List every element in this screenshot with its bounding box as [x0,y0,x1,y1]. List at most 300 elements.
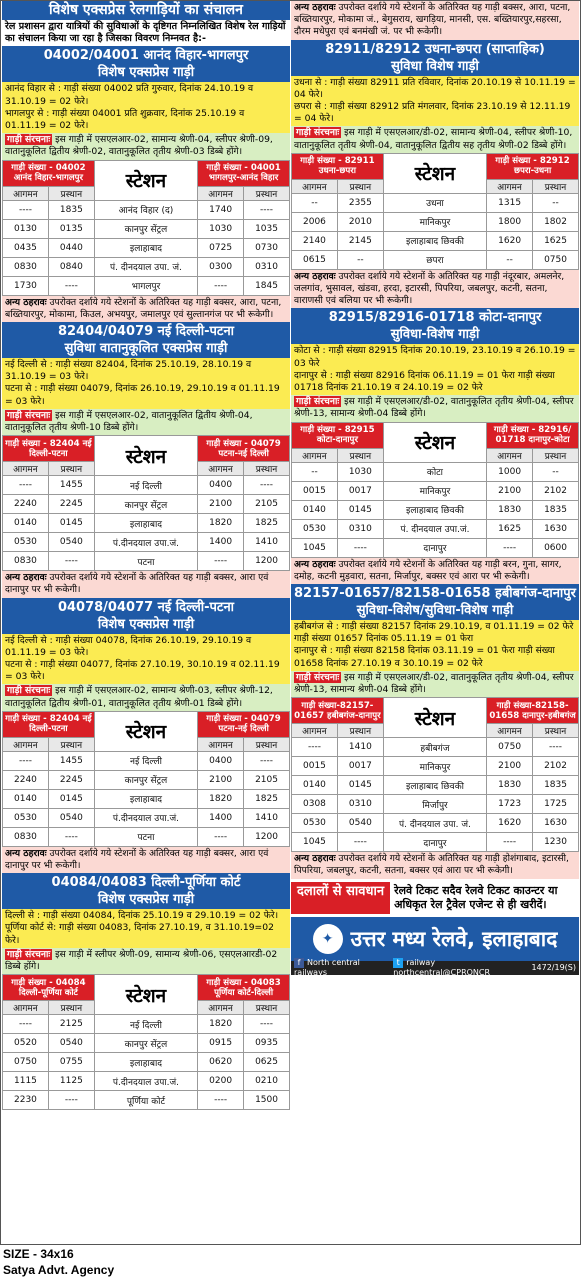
aagaman-head: आगमन [487,448,533,462]
schedule-block [2,358,290,409]
train-section-t6 [291,308,579,584]
left-direction-head: गाड़ी संख्या - 82915 कोटा-दानापुर [292,422,384,448]
timetable-row [3,827,290,846]
timetable-row [292,500,579,519]
schedule-line: नई दिल्ली से : गाड़ी संख्या 04078, दिनांक 26.10.19, 29.10.19 व 01.11.19 = 03 फेरे। [5,634,252,658]
schedule-line: नई दिल्ली से : गाड़ी संख्या 82404, दिनांक 25.10.19, 28.10.19 व 31.10.19 = 03 फेरे। [5,359,252,383]
left-direction-head: गाड़ी संख्या - 82404 नई दिल्ली-पटना [3,711,95,737]
time-cell: 0017 [337,481,383,500]
other-stops [291,558,579,584]
train-subtitle: सुविधा-विशेष/सुविधा-विशेष गाड़ी [356,603,514,619]
timetable-row [292,833,579,852]
composition-block [2,133,290,159]
twitter-icon: t [393,958,403,968]
composition-tag: गाड़ी संरचनाः [7,948,51,960]
time-cell: 0750 [487,738,533,757]
time-cell: -- [487,250,533,269]
station-name: पटना [94,552,197,571]
train-section-t4 [2,873,290,1110]
time-cell: ---- [337,833,383,852]
time-cell: 0200 [198,1072,244,1091]
station-name: नई दिल्ली [94,751,197,770]
composition-block [291,126,579,152]
time-cell: ---- [48,276,94,295]
time-cell: 0140 [3,789,49,808]
time-cell: 0310 [244,257,290,276]
composition-block [2,948,290,974]
right-direction-head: गाड़ी संख्या - 04079 पटना-नई दिल्ली [198,711,290,737]
time-cell: 2140 [292,231,338,250]
time-cell: 2105 [244,495,290,514]
prasthan-head: प्रस्थान [244,737,290,751]
timetable-row [3,770,290,789]
time-cell: 1825 [244,789,290,808]
time-cell: 0400 [198,476,244,495]
time-cell: 1845 [244,276,290,295]
prasthan-head: प्रस्थान [48,737,94,751]
timetable-row [292,814,579,833]
size-label: SIZE - 34x16 [3,1247,74,1261]
timetable-row [3,1091,290,1110]
other-stops-text: उपरोक्त दर्शाये गये स्टेशनों के अतिरिक्त यह गाड़ी बक्सर, आरा एवं दानापुर पर भी रूकेगी। [5,572,269,596]
timetable [2,435,290,571]
station-name: पं.दीनदयाल उपा.जं. [94,808,197,827]
composition-tag: गाड़ी संरचनाः [7,685,51,697]
time-cell: 0540 [48,533,94,552]
time-cell: ---- [337,538,383,557]
time-cell: 1500 [244,1091,290,1110]
time-cell: 0600 [533,538,579,557]
station-name: इलाहाबाद [94,789,197,808]
time-cell: 1455 [48,751,94,770]
time-cell: 0310 [337,795,383,814]
composition-block [2,409,290,435]
time-cell: 0830 [3,552,49,571]
timetable [2,974,290,1110]
schedule-line: हबीबगंज से : गाड़ी संख्या 82157 दिनांक 29.10.19, व 01.11.19 = 02 फेरे [294,621,574,633]
timetable-row [292,757,579,776]
time-cell: 0310 [337,519,383,538]
station-name: दानापुर [383,833,486,852]
time-cell: 0755 [48,1053,94,1072]
train-title: 04078/04077 नई दिल्ली-पटना [57,599,235,615]
time-cell: ---- [3,1015,49,1034]
time-cell: 0530 [292,519,338,538]
station-name: नई दिल्ली [94,476,197,495]
ad-code: 1472/19(S) [531,963,576,973]
station-head: स्टेशन [94,436,197,476]
timetable-row [3,1015,290,1034]
station-head: स्टेशन [94,711,197,751]
aagaman-head: आगमन [3,1001,49,1015]
composition-tag: गाड़ी संरचनाः [7,409,51,421]
composition-tag: गाड़ी संरचनाः [296,127,340,139]
left-direction-head: गाड़ी संख्या - 04002 आनंद विहार-भागलपुर [3,160,95,186]
time-cell: ---- [48,827,94,846]
time-cell: 2100 [198,495,244,514]
prasthan-head: प्रस्थान [48,1001,94,1015]
other-stops-text: उपरोक्त दर्शाये गये स्टेशनों के अतिरिक्त यह गाड़ी होशंगाबाद, इटारसी, पिपरिया, जबलपुर, कटनी, सतना, बक्सर एवं आरा पर भी रूकेगी। [294,853,569,877]
station-name: कानपुर सेंट्रल [94,495,197,514]
schedule-line: पटना से : गाड़ी संख्या 04077, दिनांक 27.10.19, 30.10.19 व 02.11.19 = 03 फेरे। [5,659,280,683]
time-cell: 1835 [533,500,579,519]
time-cell: 0145 [48,514,94,533]
train-subtitle: सुविधा विशेष गाड़ी [391,58,479,74]
time-cell: 1400 [198,808,244,827]
other-stops-text: उपरोक्त दर्शाये गये स्टेशनों के अतिरिक्त यह गाड़ी बरन, गुना, सागर, दमोह, कटनी मुड़वारा, सतना, मिर्जापुर, बक्सर एवं आरा पर भी रूकेगी। [294,558,562,582]
time-cell: 0145 [48,789,94,808]
train-section-t2 [2,322,290,598]
time-cell: 0145 [337,500,383,519]
composition-text: इस गाड़ी में एसएलआर/डी-02, सामान्य श्रेणी-04, स्लीपर श्रेणी-10, वातानुकूलित तृतीय श्रेणी-04, वातानुकूलित द्वितीय सह तृतीय श्रेणी-02 डिब्बे होंगे। [294,127,573,151]
time-cell: 0145 [337,776,383,795]
composition-block [291,671,579,697]
time-cell: 0210 [244,1072,290,1091]
time-cell: 1730 [3,276,49,295]
time-cell: 2240 [3,770,49,789]
time-cell: 0840 [48,257,94,276]
time-cell: 1740 [198,200,244,219]
schedule-block [2,634,290,685]
warning-text: रेलवे टिकट सदैव रेलवे टिकट काउन्टर या अधिकृत रेल ट्रैवेल एजेन्ट से ही खरीदें। [394,883,558,911]
time-cell: 0135 [48,219,94,238]
time-cell: 1725 [533,795,579,814]
time-cell: 2145 [337,231,383,250]
time-cell: ---- [48,552,94,571]
time-cell: 0830 [3,257,49,276]
time-cell: -- [533,193,579,212]
station-name: कानपुर सेंट्रल [94,770,197,789]
prasthan-head: प्रस्थान [337,724,383,738]
train-title: 04002/04001 आनंद विहार-भागलपुर [43,48,249,64]
timetable-row [292,250,579,269]
schedule-block [2,909,290,948]
schedule-line: भागलपुर से : गाड़ी संख्या 04001 प्रति शुक्रवार, दिनांक 25.10.19 व 01.11.19 = 02 फेरे। [5,107,245,132]
time-cell: 1625 [487,519,533,538]
station-name: भागलपुर [94,276,197,295]
station-name: छपरा [383,250,486,269]
timetable [291,422,579,558]
composition-text: इस गाड़ी में एसएलआर-02, सामान्य श्रेणी-04, स्लीपर श्रेणी-09, वातानुकूलित द्वितीय श्रेणी-02, वातानुकूलित तृतीय श्रेणी-03 डिब्बे होंगे। [5,134,273,158]
time-cell: 0540 [48,1034,94,1053]
station-name: इलाहाबाद छिवकी [383,231,486,250]
time-cell: 0015 [292,481,338,500]
timetable [2,160,290,296]
train-title: 82404/04079 नई दिल्ली-पटना [57,324,235,340]
station-name: मिर्जापुर [383,795,486,814]
time-cell: 1030 [198,219,244,238]
station-name: आनंद विहार (द) [94,200,197,219]
time-cell: 0730 [244,238,290,257]
top-right-note [291,1,579,40]
time-cell: 0520 [3,1034,49,1053]
time-cell: 2245 [48,495,94,514]
station-name: कानपुर सेंट्रल [94,219,197,238]
time-cell: ---- [198,552,244,571]
left-direction-head: गाड़ी संख्या-82157-01657 हबीबगंज-दानापुर [292,698,384,724]
timetable-row [3,476,290,495]
facebook-text: North central railways [294,958,360,978]
brand-bar [291,917,579,961]
train-subtitle: सुविधा-विशेष गाड़ी [390,327,480,343]
time-cell: 2100 [487,481,533,500]
time-cell: 2230 [3,1091,49,1110]
station-name: पं. दीनदयाल उपा. जं. [94,257,197,276]
warning-tag: दलालों से सावधान [291,882,390,914]
station-name: पं.दीनदयाल उपा.जं. [94,1072,197,1091]
composition-text: इस गाड़ी में एसएलआर-02, वातानुकूलित द्वितीय श्रेणी-04, वातानुकूलित तृतीय श्रेणी-10 डिब्बे होंगे। [5,409,253,434]
time-cell: ---- [198,827,244,846]
right-direction-head: गाड़ी संख्या - 82916/ 01718 दानापुर-कोटा [487,422,579,448]
time-cell: ---- [487,833,533,852]
timetable-row [3,276,290,295]
timetable-row [292,231,579,250]
time-cell: 0530 [3,533,49,552]
train-subtitle: विशेष एक्सप्रेस गाड़ी [97,616,195,632]
time-cell: 0308 [292,795,338,814]
print-meta [3,1246,114,1278]
right-direction-head: गाड़ी संख्या - 82912 छपरा-उधना [487,153,579,179]
station-name: पं.दीनदयाल उपा.जं. [94,533,197,552]
time-cell: 0915 [198,1034,244,1053]
aagaman-head: आगमन [3,462,49,476]
time-cell: ---- [244,476,290,495]
train-header [291,584,579,620]
timetable-row [292,738,579,757]
time-cell: 2240 [3,495,49,514]
station-name: मानिकपुर [383,481,486,500]
train-header [2,322,290,358]
right-direction-head: गाड़ी संख्या - 04079 पटना-नई दिल्ली [198,436,290,462]
facebook-handle [294,958,393,977]
other-stops [2,847,290,873]
schedule-line: उधना से : गाड़ी संख्या 82911 प्रति रविवार, दिनांक 20.10.19 से 10.11.19 = 04 फेरे। [294,76,576,100]
timetable-row [292,212,579,231]
composition-tag: गाड़ी संरचनाः [7,134,51,146]
aagaman-head: आगमन [3,186,49,200]
time-cell: 1200 [244,552,290,571]
schedule-line: छपरा से : गाड़ी संख्या 82912 प्रति मंगलवार, दिनांक 23.10.19 से 12.11.19 = 04 फेरे। [294,101,571,125]
time-cell: 1625 [533,231,579,250]
train-title: 82915/82916-01718 कोटा-दानापुर [328,310,542,326]
timetable-row [3,533,290,552]
time-cell: 1820 [198,789,244,808]
time-cell: 1830 [487,500,533,519]
train-subtitle: विशेष एक्सप्रेस गाड़ी [97,892,195,908]
left-direction-head: गाड़ी संख्या - 82404 नई दिल्ली-पटना [3,436,95,462]
schedule-line: पूर्णिया कोर्ट से: गाड़ी संख्या 04083, दिनांक 27.10.19, व 31.10.19=02 फेरे। [5,922,274,946]
intro-title: विशेष एक्सप्रेस रेलगाड़ियों का संचालन [2,1,290,20]
time-cell: 2100 [487,757,533,776]
timetable-row [292,795,579,814]
time-cell: -- [533,462,579,481]
other-stops-text: उपरोक्त दर्शाये गये स्टेशनों के अतिरिक्त यह गाड़ी नंदूरबार, अमलनेर, जलगांव, भुसावल, खंडवा, हरदा, इटारसी, पिपरिया, जबलपुर, कटनी, सतना, वाराणसी एवं बलिया पर भी रूकेगी। [294,270,565,307]
timetable-row [3,200,290,219]
composition-text: इस गाड़ी में एसएलआर/डी-02, वातानुकूलित तृतीय श्रेणी-04, स्लीपर श्रेणी-13, सामान्य श्रेणी-04 डिब्बे होंगे। [294,671,574,696]
station-name: कानपुर सेंट्रल [94,1034,197,1053]
time-cell: ---- [198,276,244,295]
schedule-block [291,344,579,395]
timetable-row [292,462,579,481]
other-stops [2,296,290,322]
aagaman-head: आगमन [292,448,338,462]
aagaman-head: आगमन [198,186,244,200]
time-cell: 0750 [533,250,579,269]
brand-name: उत्तर मध्य रेलवे, इलाहाबाद [350,926,558,951]
train-subtitle: सुविधा वातानुकूलित एक्सप्रेस गाड़ी [64,341,228,357]
time-cell: 1835 [533,776,579,795]
time-cell: 0300 [198,257,244,276]
time-cell: 0540 [48,808,94,827]
time-cell: 1030 [337,462,383,481]
time-cell: ---- [198,1091,244,1110]
composition-block [2,684,290,710]
time-cell: 2125 [48,1015,94,1034]
left-direction-head: गाड़ी संख्या - 04084 दिल्ली-पूर्णिया कोर्ट [3,975,95,1001]
time-cell: -- [292,462,338,481]
timetable-row [3,808,290,827]
aagaman-head: आगमन [487,724,533,738]
time-cell: 1830 [487,776,533,795]
time-cell: 2245 [48,770,94,789]
time-cell: 1820 [198,514,244,533]
time-cell: 1315 [487,193,533,212]
timetable-row [292,193,579,212]
time-cell: 0400 [198,751,244,770]
prasthan-head: प्रस्थान [533,179,579,193]
time-cell: 1820 [198,1015,244,1034]
time-cell: 0140 [292,776,338,795]
timetable-row [3,751,290,770]
time-cell: ---- [292,738,338,757]
train-title: 82157-01657/82158-01658 हबीबगंज-दानापुर [293,586,576,602]
time-cell: -- [337,250,383,269]
time-cell: 1230 [533,833,579,852]
warning-banner [291,882,579,914]
timetable-row [292,481,579,500]
time-cell: ---- [244,751,290,770]
timetable-row [3,1072,290,1091]
train-section-t7 [291,584,579,879]
intro-text: रेल प्रशासन द्वारा यात्रियों की सुविधाओं के दृष्टिगत निम्नलिखित विशेष रेल गाड़ियों का संचालन किया जा रहा है जिसका विवरण निम्नवत है:- [5,21,286,45]
time-cell: ---- [3,200,49,219]
time-cell: 0435 [3,238,49,257]
schedule-line: आनंद विहार से : गाड़ी संख्या 04002 प्रति गुरुवार, दिनांक 24.10.19 व 31.10.19 = 02 फेरे। [5,83,254,107]
schedule-line: कोटा से : गाड़ी संख्या 82915 दिनांक 20.10.19, 23.10.19 व 26.10.19 = 03 फेरे [294,345,576,369]
prasthan-head: प्रस्थान [533,448,579,462]
time-cell: 1800 [487,212,533,231]
timetable-row [3,495,290,514]
time-cell: 1620 [487,231,533,250]
timetable-row [292,538,579,557]
composition-tag: गाड़ी संरचनाः [296,671,340,683]
station-head: स्टेशन [94,160,197,200]
schedule-block [291,76,579,127]
other-stops-text: उपरोक्त दर्शाये गये स्टेशनों के अतिरिक्त यह गाड़ी बक्सर, आरा एवं दानापुर पर भी रूकेगी। [5,847,269,872]
schedule-line: दिल्ली से : गाड़ी संख्या 04084, दिनांक 25.10.19 व 29.10.19 = 02 फेरे। [5,910,279,922]
time-cell: 0130 [3,219,49,238]
time-cell: 0620 [198,1053,244,1072]
train-title: 04084/04083 दिल्ली-पूर्णिया कोर्ट [51,875,241,891]
station-name: मानिकपुर [383,757,486,776]
time-cell: 1035 [244,219,290,238]
timetable [291,153,579,270]
agency-label: Satya Advt. Agency [3,1263,115,1277]
composition-text: इस गाड़ी में स्लीपर श्रेणी-09, सामान्य श्रेणी-06, एसएलआरडी-02 डिब्बे होंगे। [5,948,278,973]
prasthan-head: प्रस्थान [244,1001,290,1015]
right-column [291,1,579,1246]
aagaman-head: आगमन [292,179,338,193]
time-cell: 1410 [244,533,290,552]
station-name: पटना [94,827,197,846]
timetable-row [3,1034,290,1053]
train-subtitle: विशेष एक्सप्रेस गाड़ी [97,65,195,81]
station-name: इलाहाबाद [94,238,197,257]
train-header [291,308,579,344]
time-cell: 2100 [198,770,244,789]
timetable-row [292,519,579,538]
twitter-handle [393,958,531,977]
timetable-row [3,257,290,276]
station-name: पं. दीनदयाल उपा. जं. [383,814,486,833]
timetable [2,711,290,847]
other-stops-text: उपरोक्त दर्शाये गये स्टेशनों के अतिरिक्त यह गाड़ी बक्सर, आरा, पटना, बख्तियारपुर, मोकामा जं., बेगुसराय, खगड़िया, मानसी, एस. बख्तियारपुर,सहरसा, दौरम मधेपुरा एवं बनमंखी जं. पर भी रूकेगी। [294,2,571,38]
time-cell: 1125 [48,1072,94,1091]
time-cell: 0015 [292,757,338,776]
composition-tag: गाड़ी संरचनाः [296,396,340,408]
timetable-row [3,514,290,533]
prasthan-head: प्रस्थान [48,462,94,476]
other-stops-label: अन्य ठहरावः [5,296,47,308]
time-cell: 1200 [244,827,290,846]
other-stops [291,852,579,878]
other-stops [291,270,579,309]
other-stops-label: अन्य ठहरावः [294,2,336,13]
other-stops-label: अन्य ठहरावः [294,853,336,865]
train-header [2,46,290,82]
time-cell: 2105 [244,770,290,789]
aagaman-head: आगमन [292,724,338,738]
time-cell: ---- [533,738,579,757]
time-cell: 0750 [3,1053,49,1072]
station-head: स्टेशन [94,975,197,1015]
time-cell: 1723 [487,795,533,814]
time-cell: 1630 [533,519,579,538]
station-name: इलाहाबाद छिवकी [383,500,486,519]
time-cell: 1620 [487,814,533,833]
schedule-line: दानापुर से : गाड़ी संख्या 82916 दिनांक 06.11.19 = 01 फेरा गाड़ी संख्या 01718 दिनांक 21.10.19 व 24.10.19 = 02 फेरे [294,369,555,394]
prasthan-head: प्रस्थान [533,724,579,738]
aagaman-head: आगमन [3,737,49,751]
aagaman-head: आगमन [198,1001,244,1015]
composition-block [291,395,579,421]
timetable-row [3,1053,290,1072]
other-stops-text: उपरोक्त दर्शाये गये स्टेशनों के अतिरिक्त यह गाड़ी बक्सर, आरा, पटना, बख्तियारपुर, मोकामा, किउल, अभयपुर, जमालपुर एवं सुल्तानगंज पर भी रूकेगी। [5,296,282,320]
time-cell: 0830 [3,827,49,846]
timetable [291,697,579,852]
timetable-row [3,238,290,257]
station-name: इलाहाबाद [94,1053,197,1072]
composition-text: इस गाड़ी में एसएलआर-02, सामान्य श्रेणी-03, स्लीपर श्रेणी-12, वातानुकूलित द्वितीय श्रेणी-01, वातानुकूलित तृतीय श्रेणी-01 डिब्बे होंगे। [5,685,273,709]
train-header [291,40,579,76]
twitter-text: railway northcentral@CPRONCR [393,958,491,978]
schedule-line: दानापुर से : गाड़ी संख्या 82158 दिनांक 03.11.19 = 01 फेरा गाड़ी संख्या 01658 दिनांक 27.10.19 व 30.10.19 = 02 फेरे [294,645,555,669]
right-direction-head: गाड़ी संख्या - 04001 भागलपुर-आनंद विहार [198,160,290,186]
time-cell: 0625 [244,1053,290,1072]
time-cell: ---- [487,538,533,557]
station-head: स्टेशन [383,422,486,462]
station-name: उधना [383,193,486,212]
